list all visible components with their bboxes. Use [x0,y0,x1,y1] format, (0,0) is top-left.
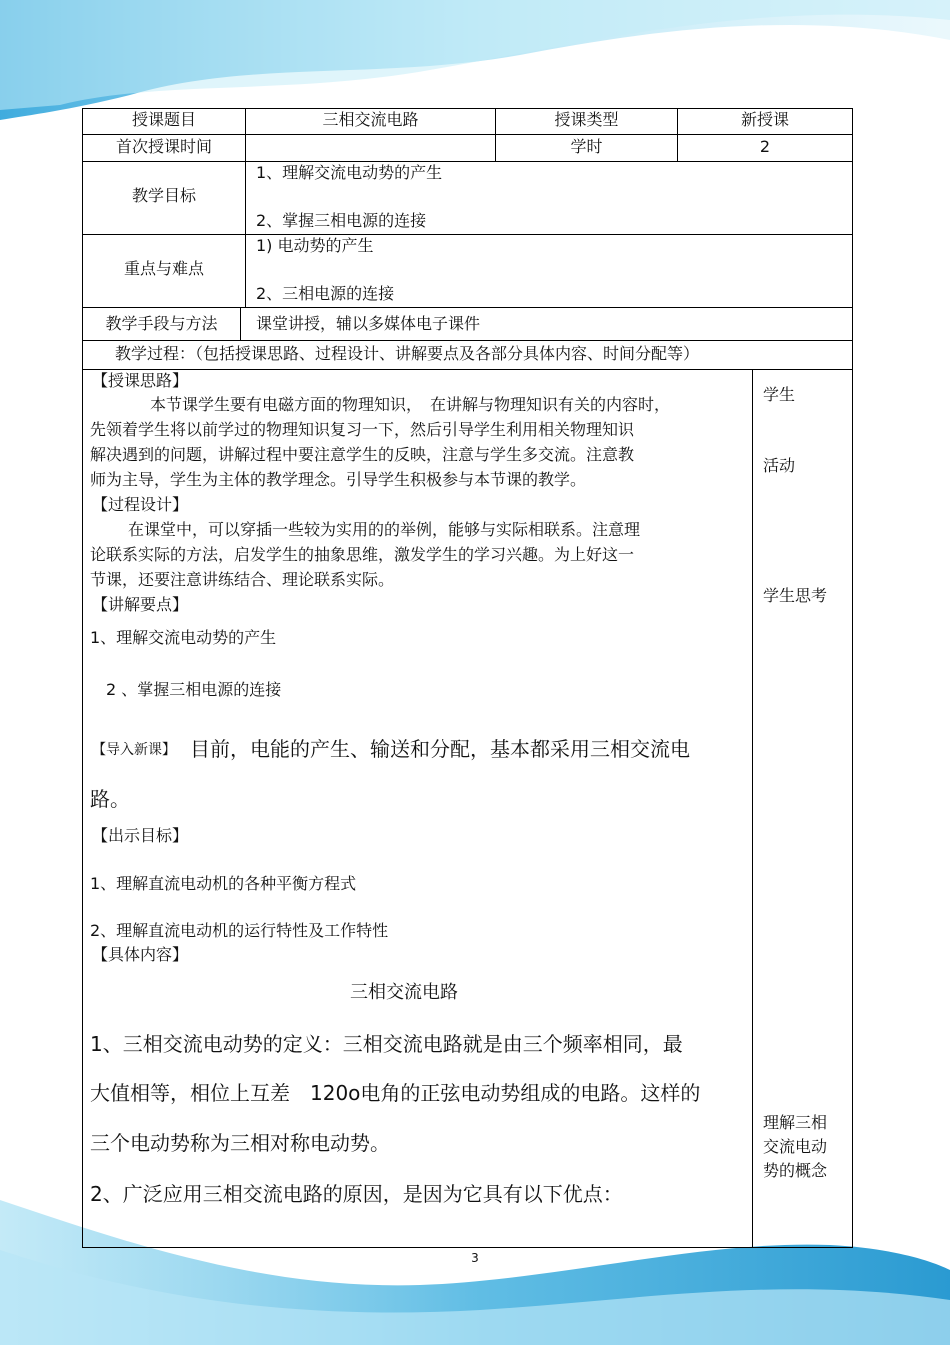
table-border [82,234,853,235]
key-point-item: 1) 电动势的产生 [256,236,374,255]
goal-item: 1、理解交流电动势的产生 [256,163,443,182]
side-activity: 活动 [763,456,796,475]
design-line: 在课堂中，可以穿插一些较为实用的的举例，能够与实际相联系。注意理 [128,520,641,539]
key-point-item: 2、三相电源的连接 [256,284,395,303]
table-border [245,234,246,308]
methods-label: 教学手段与方法 [105,314,218,333]
first-time-label: 首次授课时间 [115,137,212,156]
table-border [82,161,853,162]
content-line: 1、三相交流电动势的定义：三相交流电路就是由三个频率相同，最 [90,1032,683,1056]
thinking-line: 师为主导，学生为主体的教学理念。引导学生积极参与本节课的教学。 [90,470,587,489]
methods-value: 课堂讲授，辅以多媒体电子课件 [256,314,481,333]
table-border [82,307,853,308]
design-heading: 【过程设计】 [92,495,189,514]
type-label: 授课类型 [554,110,619,129]
page-number: 3 [471,1251,479,1265]
table-border [82,134,853,135]
goals-heading: 【出示目标】 [92,826,189,845]
thinking-line: 先领着学生将以前学过的物理知识复习一下，然后引导学生利用相关物理知识 [90,420,635,439]
intro-tag: 【导入新课】 [92,742,176,758]
goals-label: 教学目标 [131,186,196,205]
content-line: 大值相等，相位上互差 120o电角的正弦电动势组成的电路。这样的 [90,1081,701,1105]
goal-item: 2、掌握三相电源的连接 [256,211,427,230]
table-border [240,307,241,341]
point-item: 1、理解交流电动势的产生 [90,628,277,647]
table-border [852,108,853,1248]
intro-text-continued: 路。 [90,787,130,811]
points-heading: 【讲解要点】 [92,595,189,614]
intro-text: 目前，电能的产生、输送和分配，基本都采用三相交流电 [190,737,690,761]
side-concept: 势的概念 [763,1161,828,1180]
side-concept: 交流电动 [763,1137,828,1156]
content-line: 三个电动势称为三相对称电动势。 [90,1131,390,1155]
content-heading: 【具体内容】 [92,945,189,964]
topic-value: 三相交流电路 [322,110,419,129]
side-thinking: 学生思考 [763,586,828,605]
hours-value: 2 [759,137,771,156]
topic-label: 授课题目 [131,110,196,129]
process-title: 教学过程：（包括授课思路、过程设计、讲解要点及各部分具体内容、时间分配等） [115,344,700,363]
thinking-line: 解决遇到的问题，讲解过程中要注意学生的反映，注意与学生多交流。注意教 [90,445,635,464]
table-border [82,1247,853,1248]
side-concept: 理解三相 [763,1113,828,1132]
design-line: 节课，还要注意讲练结合、理论联系实际。 [90,570,395,589]
type-value: 新授课 [740,110,789,129]
key-points-label: 重点与难点 [123,259,204,278]
goal-line: 1、理解直流电动机的各种平衡方程式 [90,874,357,893]
design-line: 论联系实际的方法，启发学生的抽象思维，激发学生的学习兴趣。为上好这一 [90,545,635,564]
table-border [82,340,853,341]
content-line: 2、广泛应用三相交流电路的原因，是因为它具有以下优点： [90,1182,623,1206]
thinking-line: 本节课学生要有电磁方面的物理知识， 在讲解与物理知识有关的内容时， [150,395,671,414]
table-border [82,369,853,370]
side-student: 学生 [763,385,796,404]
table-border [752,369,753,1248]
point-item: 2 、掌握三相电源的连接 [106,680,282,699]
hours-label: 学时 [570,137,603,156]
goal-line: 2、理解直流电动机的运行特性及工作特性 [90,921,389,940]
thinking-heading: 【授课思路】 [92,371,189,390]
content-title: 三相交流电路 [350,982,458,1003]
